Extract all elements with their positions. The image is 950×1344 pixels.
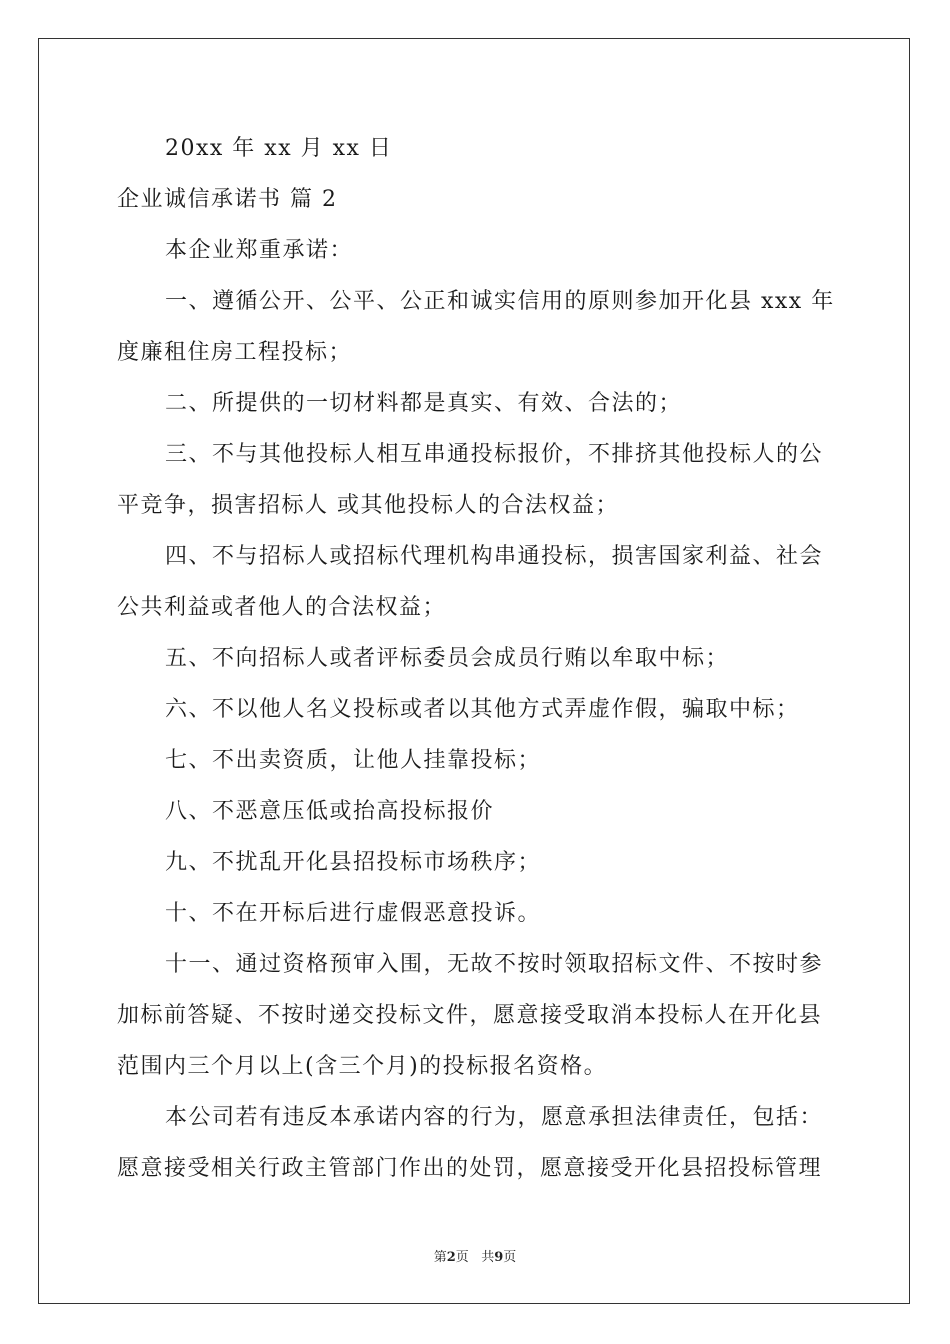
text-line: 本公司若有违反本承诺内容的行为，愿意承担法律责任，包括：	[165, 1105, 824, 1130]
footer-total-pages: 9	[494, 1250, 504, 1265]
text-line: 六、不以他人名义投标或者以其他方式弄虚作假，骗取中标；	[165, 697, 800, 722]
page-footer	[0, 1246, 950, 1265]
footer-total-prefix: 共	[481, 1250, 495, 1265]
text-line: 八、不恶意压低或抬高投标报价	[165, 799, 495, 824]
text-line: 本企业郑重承诺：	[165, 238, 354, 263]
text-line: 七、不出卖资质，让他人挂靠投标；	[165, 748, 542, 773]
text-line: 平竞争，损害招标人 或其他投标人的合法权益；	[117, 493, 619, 518]
footer-page-prefix: 第	[433, 1250, 447, 1265]
document-body	[117, 123, 835, 1194]
text-line: 五、不向招标人或者评标委员会成员行贿以牟取中标；	[165, 646, 730, 671]
text-line: 十一、通过资格预审入围，无故不按时领取招标文件、不按时参	[165, 952, 824, 977]
text-line: 加标前答疑、不按时递交投标文件，愿意接受取消本投标人在开化县	[117, 1003, 823, 1028]
footer-total-suffix: 页	[503, 1250, 517, 1265]
text-line: 十、不在开标后进行虚假恶意投诉。	[165, 901, 542, 926]
text-line: 二、所提供的一切材料都是真实、有效、合法的；	[165, 391, 683, 416]
text-line: 20xx 年 xx 月 xx 日	[165, 136, 393, 161]
text-line: 范围内三个月以上(含三个月)的投标报名资格。	[117, 1054, 608, 1079]
text-line: 度廉租住房工程投标；	[117, 340, 353, 365]
text-line: 四、不与招标人或招标代理机构串通投标，损害国家利益、社会	[165, 544, 824, 569]
text-line: 企业诚信承诺书 篇 2	[117, 187, 338, 212]
footer-page-suffix: 页	[455, 1250, 469, 1265]
footer-page-number: 2	[446, 1250, 456, 1265]
text-line: 一、遵循公开、公平、公正和诚实信用的原则参加开化县 xxx 年	[165, 289, 835, 314]
text-line: 三、不与其他投标人相互串通投标报价，不排挤其他投标人的公	[165, 442, 824, 467]
text-line: 九、不扰乱开化县招投标市场秩序；	[165, 850, 542, 875]
text-line: 公共利益或者他人的合法权益；	[117, 595, 447, 620]
text-line: 愿意接受相关行政主管部门作出的处罚，愿意接受开化县招投标管理	[117, 1156, 823, 1181]
